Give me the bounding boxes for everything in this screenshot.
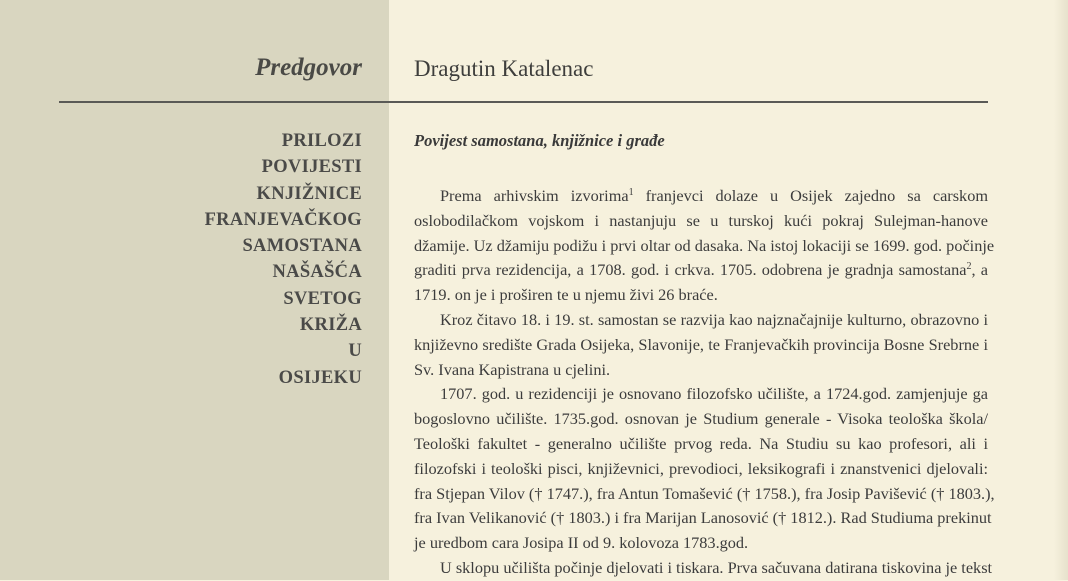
title-line: SVETOG bbox=[283, 288, 362, 309]
text-segment: oslobodilačkom vojskom i nastanjuju se u turskoj kući pokraj Sulejman-hanove bbox=[414, 210, 988, 230]
text-line bbox=[414, 258, 988, 283]
text-line bbox=[414, 531, 988, 556]
title-line: SAMOSTANA bbox=[242, 236, 362, 257]
title-line: KRIŽA bbox=[299, 315, 362, 336]
text-segment: filozofski i teološki pisci, književnici, prevodioci, leksikografi i znanstvenici djelovali: bbox=[414, 458, 988, 478]
text-line bbox=[414, 234, 995, 259]
text-line bbox=[414, 333, 988, 358]
text-line bbox=[414, 308, 988, 333]
author-name: Dragutin Katalenac bbox=[414, 56, 594, 81]
text-line bbox=[414, 482, 995, 507]
text-segment: Sv. Ivana Kapistrana u cjelini. bbox=[414, 359, 611, 379]
page-edge-shadow bbox=[1054, 0, 1068, 580]
text-segment: bogoslovno učilište. 1735.god. osnovan je Studium generale - Visoka teološka škola/ bbox=[414, 409, 988, 429]
title-line: KNJIŽNICE bbox=[256, 183, 362, 204]
title-line: U bbox=[348, 341, 362, 362]
text-segment: Prema arhivskim izvorima bbox=[440, 186, 629, 205]
text-line bbox=[414, 556, 993, 581]
text-line bbox=[414, 407, 988, 432]
chapter-title bbox=[32, 128, 362, 391]
title-line: POVIJESTI bbox=[261, 157, 362, 178]
text-line bbox=[414, 432, 988, 457]
text-segment: Teološki fakultet - generalno učilište prvog reda. Na Studiu su kao profesori, ali i bbox=[414, 433, 988, 453]
paragraph bbox=[414, 382, 995, 556]
text-line bbox=[414, 506, 992, 531]
text-segment: 1719. on je i proširen te u njemu živi 26 braće. bbox=[414, 285, 718, 305]
title-line: FRANJEVAČKOG bbox=[204, 209, 362, 230]
text-line bbox=[414, 184, 988, 209]
footnote-marker[interactable]: 1 bbox=[628, 187, 634, 198]
text-segment: džamije. Uz džamiju podižu i prvi oltar od dasaka. Na istoj lokaciji se 1699. god. počinje bbox=[414, 235, 995, 255]
title-line: NAŠAŠĆA bbox=[272, 262, 362, 283]
text-segment: , a bbox=[971, 260, 989, 280]
text-segment: franjevci dolaze u Osijek zajedno sa carskom bbox=[633, 186, 989, 205]
text-line bbox=[414, 209, 988, 234]
text-line bbox=[414, 382, 988, 407]
text-segment: U sklopu učilišta počinje djelovati i tiskara. Prva sačuvana datirana tiskovina je tekst bbox=[440, 557, 993, 577]
header-divider bbox=[59, 101, 988, 103]
paragraph bbox=[414, 308, 988, 382]
section-label: Predgovor bbox=[255, 54, 362, 81]
text-line bbox=[414, 358, 988, 383]
text-segment: fra Ivan Velikanović († 1803.) i fra Marijan Lanosović († 1812.). Rad Studiuma prekinut bbox=[414, 508, 992, 528]
text-line bbox=[414, 457, 988, 482]
title-line: OSIJEKU bbox=[278, 367, 362, 388]
text-segment: graditi prva rezidencija, a 1708. god. i crkva. 1705. odobrena je gradnja samostana bbox=[414, 260, 967, 280]
text-line bbox=[414, 283, 988, 308]
title-line: PRILOZI bbox=[281, 131, 362, 151]
text-segment: 1707. god. u rezidenciji je osnovano filozofsko učilište, a 1724.god. zamjenjuje ga bbox=[440, 384, 988, 404]
paragraph bbox=[414, 184, 995, 308]
text-segment: je uredbom cara Josipa II od 9. kolovoza 1783.god. bbox=[414, 533, 749, 553]
paragraph bbox=[414, 556, 993, 581]
text-segment: književno središte Grada Osijeka, Slavonije, te Franjevačkih provincija Bosne Srebrne i bbox=[414, 334, 988, 354]
text-segment: Kroz čitavo 18. i 19. st. samostan se razvija kao najznačajnije kulturno, obrazovno i bbox=[440, 309, 988, 329]
footnote-marker[interactable]: 2 bbox=[966, 261, 972, 273]
text-segment: fra Stjepan Vilov († 1747.), fra Antun Tomašević († 1758.), fra Josip Pavišević († 1803.), bbox=[414, 483, 995, 503]
section-subheading: Povijest samostana, knjižnice i građe bbox=[414, 131, 665, 150]
body-text bbox=[414, 184, 995, 581]
